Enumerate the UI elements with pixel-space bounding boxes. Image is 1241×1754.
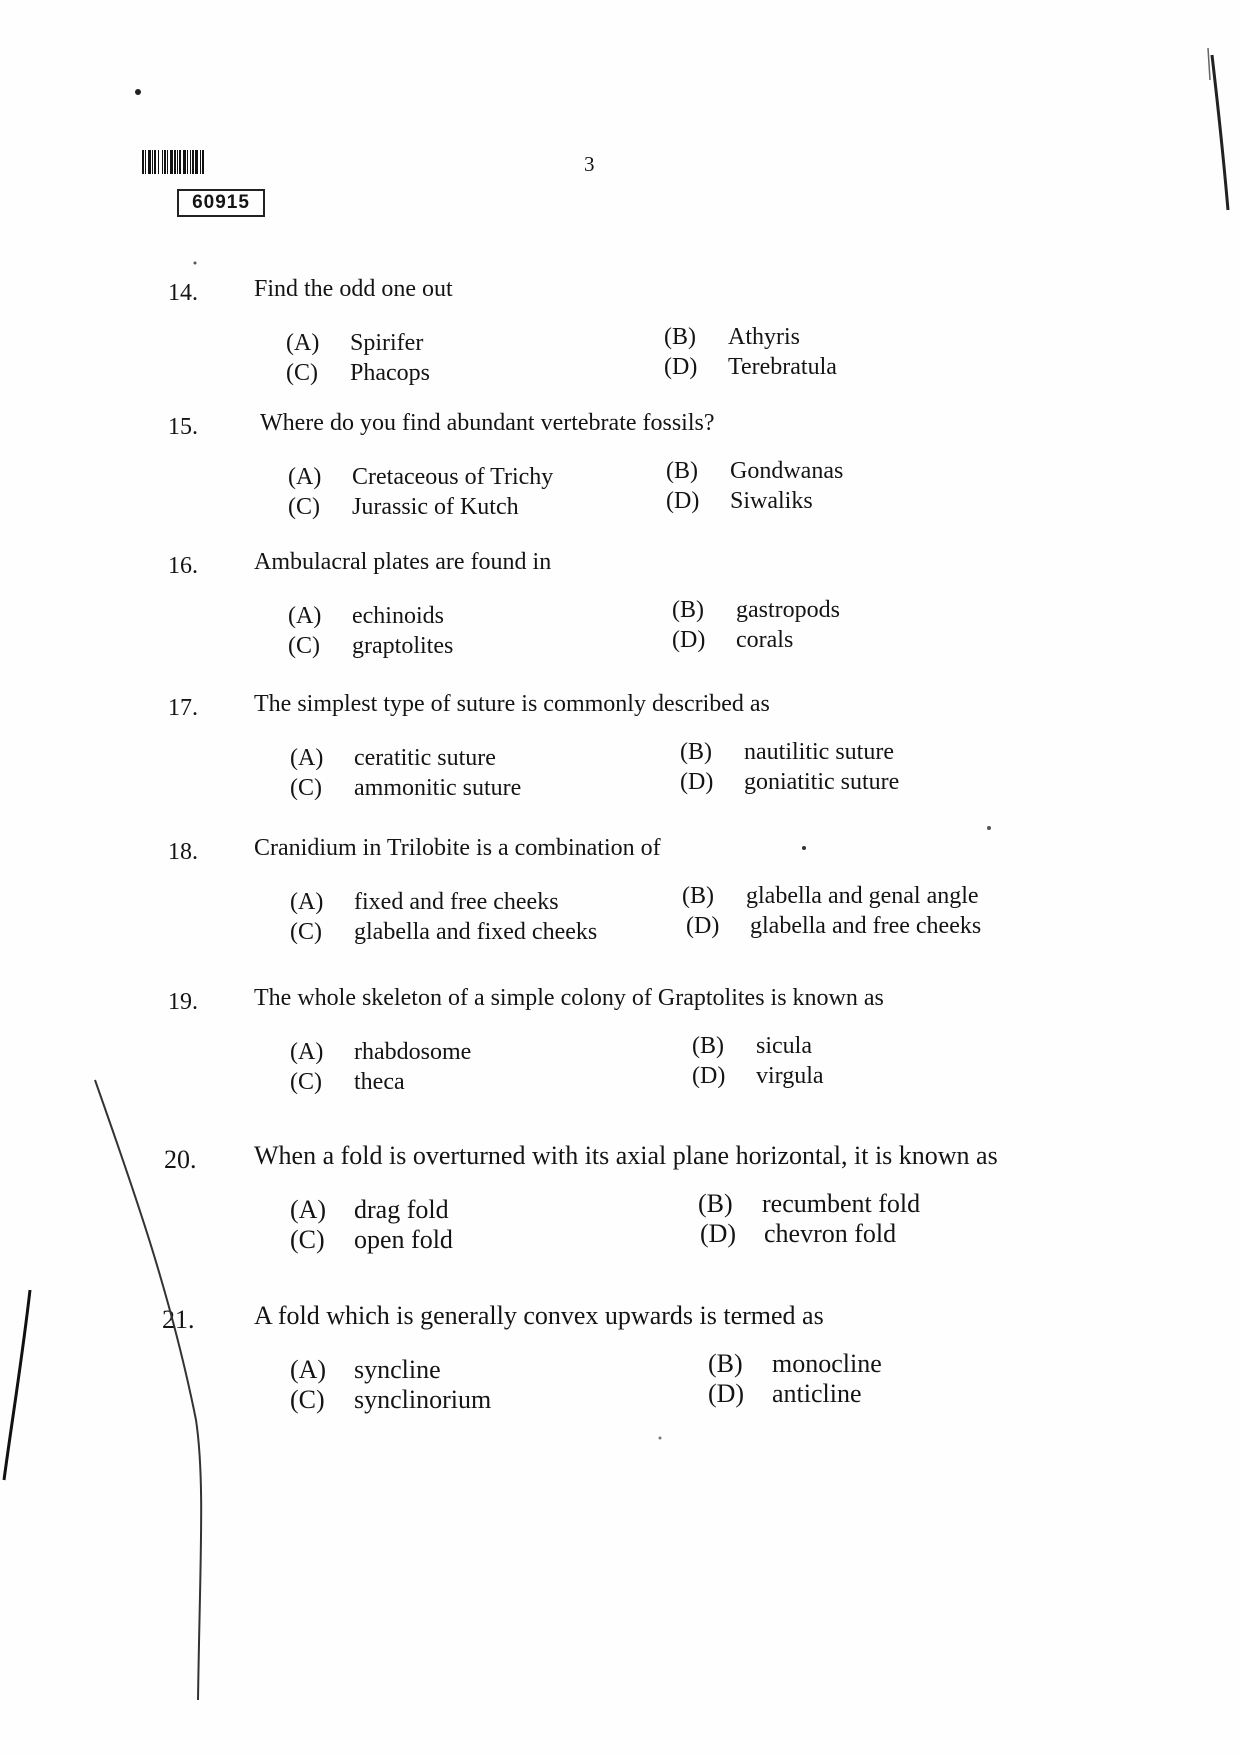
option-text: ammonitic suture (354, 775, 522, 801)
option-letter: (A) (290, 1355, 327, 1384)
question-number: 21. (162, 1305, 195, 1334)
question-number: 15. (168, 414, 198, 440)
speck (135, 89, 141, 95)
option-letter: (C) (290, 1385, 325, 1414)
option-letter: (D) (664, 354, 698, 380)
option-text: Jurassic of Kutch (352, 494, 519, 520)
option-letter: (A) (290, 1039, 324, 1065)
option-d (692, 1063, 824, 1090)
option-letter: (C) (288, 494, 320, 520)
option-text: glabella and free cheeks (750, 913, 982, 939)
option-text: Gondwanas (730, 458, 844, 484)
option-text: ceratitic suture (354, 745, 496, 771)
barcode-gap (204, 150, 205, 174)
question-number: 20. (164, 1145, 197, 1174)
option-c (290, 919, 597, 946)
option-letter: (A) (290, 1195, 327, 1224)
option-letter: (A) (290, 889, 324, 915)
question-text: Find the odd one out (254, 276, 453, 302)
option-letter: (C) (288, 633, 320, 659)
option-b (682, 883, 979, 910)
question-text: A fold which is generally convex upwards is termed as (254, 1301, 824, 1330)
option-text: glabella and genal angle (746, 883, 979, 909)
option-b (664, 324, 800, 351)
speck (802, 846, 806, 850)
option-d (664, 354, 837, 381)
option-text: anticline (772, 1379, 862, 1408)
option-a (290, 1195, 449, 1225)
option-b (680, 739, 894, 766)
option-d (666, 488, 813, 515)
option-c (290, 1225, 453, 1255)
option-letter: (D) (708, 1379, 745, 1408)
option-letter: (A) (288, 603, 322, 629)
option-b (708, 1349, 882, 1379)
option-text: recumbent fold (762, 1189, 921, 1218)
page-number: 3 (584, 152, 595, 176)
question-number: 19. (168, 989, 198, 1015)
option-text: open fold (354, 1225, 453, 1254)
option-letter: (A) (286, 330, 320, 356)
option-text: gastropods (736, 597, 840, 623)
barcode (142, 150, 302, 174)
option-text: synclinorium (354, 1385, 492, 1414)
question-number: 18. (168, 839, 198, 865)
option-text: fixed and free cheeks (354, 889, 559, 915)
option-text: drag fold (354, 1195, 449, 1224)
speck (987, 826, 991, 830)
option-letter: (B) (680, 739, 712, 765)
option-b (672, 597, 840, 624)
fold-crease-left (4, 1290, 30, 1480)
option-d (672, 627, 793, 654)
option-letter: (D) (686, 913, 720, 939)
question-text: The whole skeleton of a simple colony of Graptolites is known as (254, 985, 884, 1011)
option-a (286, 330, 423, 357)
option-letter: (D) (680, 769, 714, 795)
option-c (290, 775, 521, 802)
option-text: Phacops (350, 360, 430, 386)
option-a (288, 603, 444, 630)
edge-mark-right (1212, 55, 1228, 210)
option-text: syncline (354, 1355, 441, 1384)
speck (659, 1437, 662, 1440)
option-c (290, 1069, 405, 1096)
option-letter: (B) (692, 1033, 724, 1059)
option-text: rhabdosome (354, 1039, 472, 1065)
option-letter: (B) (682, 883, 714, 909)
option-letter: (D) (672, 627, 706, 653)
option-d (700, 1219, 896, 1249)
option-text: graptolites (352, 633, 454, 659)
option-c (288, 494, 519, 521)
option-text: sicula (756, 1033, 812, 1059)
question-number: 14. (168, 280, 198, 306)
option-b (692, 1033, 812, 1060)
option-text: echinoids (352, 603, 444, 629)
option-c (288, 633, 453, 660)
option-a (288, 464, 553, 491)
option-letter: (B) (666, 458, 698, 484)
option-c (290, 1385, 491, 1415)
edge-mark-right-faint (1208, 48, 1210, 80)
option-text: virgula (756, 1063, 824, 1089)
option-letter: (B) (664, 324, 696, 350)
option-letter: (C) (290, 1225, 325, 1254)
option-text: Spirifer (350, 330, 424, 356)
option-letter: (B) (698, 1189, 733, 1218)
question-number: 16. (168, 553, 198, 579)
question-text: Where do you find abundant vertebrate fossils? (260, 410, 715, 436)
option-d (708, 1379, 862, 1409)
question-text: Ambulacral plates are found in (254, 549, 552, 575)
option-letter: (B) (708, 1349, 743, 1378)
option-letter: (D) (666, 488, 700, 514)
option-text: Terebratula (728, 354, 837, 380)
option-text: Siwaliks (730, 488, 813, 514)
question-text: The simplest type of suture is commonly described as (254, 691, 770, 717)
option-b (698, 1189, 920, 1219)
option-letter: (D) (692, 1063, 726, 1089)
option-text: glabella and fixed cheeks (354, 919, 598, 945)
option-a (290, 745, 496, 772)
option-letter: (C) (290, 775, 322, 801)
option-letter: (C) (290, 919, 322, 945)
option-letter: (A) (290, 745, 324, 771)
option-letter: (B) (672, 597, 704, 623)
option-letter: (C) (290, 1069, 322, 1095)
question-text: When a fold is overturned with its axial plane horizontal, it is known as (254, 1141, 998, 1170)
option-text: theca (354, 1069, 405, 1095)
option-d (686, 913, 981, 940)
option-letter: (D) (700, 1219, 737, 1248)
option-text: Athyris (728, 324, 800, 350)
option-c (286, 360, 430, 387)
option-text: nautilitic suture (744, 739, 894, 765)
option-letter: (C) (286, 360, 318, 386)
option-text: Cretaceous of Trichy (352, 464, 554, 490)
option-a (290, 889, 559, 916)
question-text: Cranidium in Trilobite is a combination of (254, 835, 661, 861)
option-d (680, 769, 899, 796)
option-b (666, 458, 843, 485)
option-text: corals (736, 627, 794, 653)
speck (194, 262, 197, 265)
option-a (290, 1039, 471, 1066)
paper-code-box: 60915 (177, 189, 265, 217)
option-text: chevron fold (764, 1219, 897, 1248)
option-a (290, 1355, 441, 1385)
option-text: goniatitic suture (744, 769, 900, 795)
question-number: 17. (168, 695, 198, 721)
option-letter: (A) (288, 464, 322, 490)
option-text: monocline (772, 1349, 882, 1378)
